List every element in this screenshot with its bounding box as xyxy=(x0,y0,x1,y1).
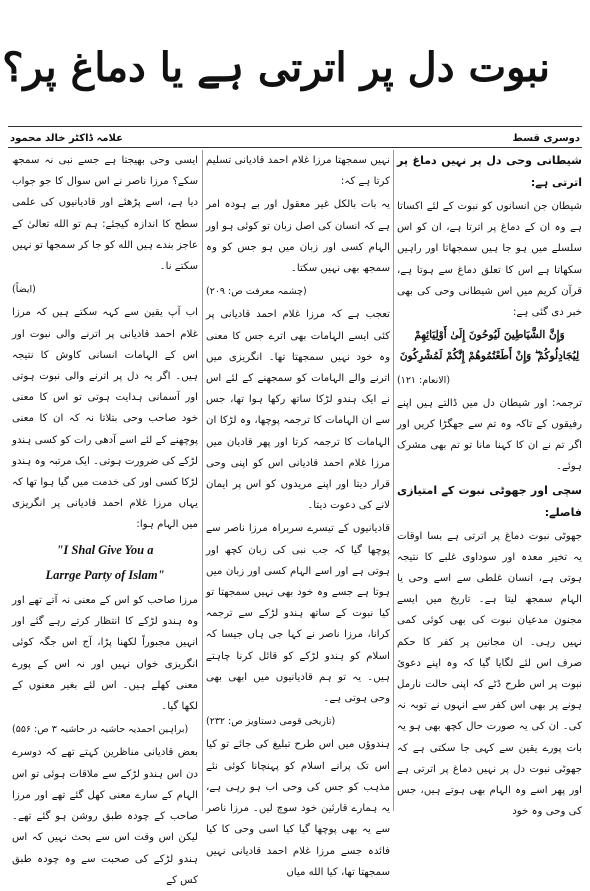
block-quote: یہ بات بالکل غیر معقول اور بے ہودہ امر ہے کہ انسان کی اصل زبان تو کوئی ہو اور الہام کسی اور زبان میں ہو جس کو وہ سمجھ بھی نہیں سکتا۔ xyxy=(206,199,390,275)
top-rule xyxy=(8,126,582,127)
author-byline: علامہ ڈاکٹر خالد محمود xyxy=(10,133,123,144)
paragraph-reference: (تاریخی قومی دستاویز ص: ۲۳۲) xyxy=(206,716,336,728)
quran-verse: وَإِنَّ الشَّيَاطِينَ لَيُوحُونَ إِلَىٰ أَوْلِيَائِهِمْ لِيُجَادِلُوكُمْ ۖ وَإِنْ أَطَعْتُمُوهُمْ إِنَّكُمْ لَمُشْرِكُونَ xyxy=(399,329,580,363)
paragraph: شیطان جن انسانوں کو نبوت کے لئے اکساتا ہے وہ ان کے دماغ پر اترتا ہے، ان کو اس سلسلے میں ہو جا ہیں سمجھاتا اور راہیں سکھاتا ہے اس کا تعلق دماغ سے ہوتا ہے، قرآن کریم میں اس شیطانی وحی کی بھی خبر دی گئی ہے: xyxy=(397,201,582,319)
paragraph-reference: (براہین احمدیہ حاشیہ در حاشیہ ۳ ص: ۵۵۶) xyxy=(12,724,189,736)
paragraph-reference: (ایضاً) xyxy=(12,284,36,296)
column-middle xyxy=(206,150,390,878)
section-heading: شیطانی وحی دل پر نہیں دماغ پر اترتی ہے: xyxy=(397,154,582,189)
column-divider-right xyxy=(393,150,394,811)
paragraph: ایسی وحی بھیجتا ہے جسے نبی نہ سمجھ سکے؟ مرزا ناصر نے اس سوال کا جو جواب دیا ہے، اسے پڑھئے اور قادیانیوں کی علمی سطح کا اندازہ کیجئے: ہم تو الله تعالیٰ کے عاجز بندے ہیں الله کو جا کر سمجھا تو نہیں سکتے نا۔ xyxy=(12,155,198,273)
paragraph: بعض قادیانی مناظرین کہتے تھے کہ دوسرے دن اس ہندو لڑکے سے ملاقات ہوئی تو اس الہام کے سارے معنی کھل گئے تھے اور مرزا صاحب کے چودہ طبق روشن ہو گئے تھے۔ لیکن اس وقت اس سے بحث نہیں کہ اس ہندو لڑکے کی صحبت سے وہ چودہ طبق کس کے xyxy=(12,747,198,886)
quote-reference: (چشمہ معرفت ص: ۲۰۹) xyxy=(206,286,307,298)
paragraph: مرزا صاحب کو اس کے معنی نہ آتے تھے اور وہ ہندو لڑکے کا انتظار کرتے رہے گئے اور انہیں مجبوراً لکھنا پڑا، آج اس جگہ کوئی انگریزی خواں نہیں اور نہ اس کے پورے معنی کھلے ہیں۔ اس لئے بغیر معنوں کے لکھا گیا۔ xyxy=(12,595,198,713)
paragraph: جھوٹی نبوت دماغ پر اترتی ہے بسا اوقات یہ تخیر معدہ اور سوداوی غلبے کا نتیجہ ہوتی ہے، انسان غلطی سے اسے وحی یا الہام سمجھ لیتا ہے۔ تاریخ میں ایسے مجنون مدعیان نبوت کی بھی کوئی کمی نہیں رہی۔ ان مجانین پر کفر کا حکم صرف اس لئے لگایا گیا کہ وہ اپنے دعوئ نبوت پر اس طرح ڈٹے کہ اپنی حالت نارمل ہونے پر بھی اس کفر سے انہوں نے توبہ نہ کی۔ ان کی یہ صورت حال کچھ بھی ہو یہ بات پورے یقین سے کہی جا سکتی ہے کہ جھوٹی نبوت دل پر نہیں دماغ پر اترتی ہے اور پھر اسے وہ الہام بھی ہوتے ہیں، جس کی وحی وہ خود xyxy=(397,530,582,818)
paragraph: اب آپ یقین سے کہہ سکتے ہیں کہ مرزا غلام احمد قادیانی پر اترنے والی نبوت اور اس کے الہامات انسانی کاوش کا نتیجہ ہیں۔ اگر یہ دل پر اترنے والی نبوت ہوتی اور آسمانی ہدایت ہوتی تو اس کا معنی خود صاحب وحی بتلاتا نہ کہ ان کا معنی پوچھنے کے لئے اسے آدھی رات کو کسی ہندو لڑکے کی ضرورت ہوتی۔ ایک مرتبہ وہ ہندو لڑکا کسی اور کی خدمت میں گیا ہوا تھا کہ یہاں مرزا غلام احمد قادیانی پر انگریزی میں الہام ہوا: xyxy=(12,307,198,531)
byline-rule xyxy=(8,147,582,148)
column-left xyxy=(12,150,198,886)
verse-reference: (الانعام: ۱۲۱) xyxy=(397,374,451,386)
column-divider-left xyxy=(202,150,203,811)
paragraph: تعجب ہے کہ مرزا غلام احمد قادیانی پر کئی ایسے الہامات بھی اترے جس کا معنی وہ خود نہیں سمجھتا تھا۔ انگریزی میں اترنے والے الہامات کو سمجھنے کے لئے اس نے ایک ہندو لڑکا ساتھ رکھا ہوا تھا، جس سے ان الہامات کا ترجمہ پوچھا، وہ لڑکا ان الہامات کا ترجمہ کرتا اور پھر قادیان میں مرزا غلام احمد قادیانی اس کو اپنی وحی قرار دیتا اور اپنے مریدوں کو اس پر ایمان لانے کی دعوت دیتا۔ xyxy=(206,309,390,512)
english-quote-line: Larrge Party of Islam" xyxy=(45,567,165,582)
english-quote-line: "I Shal Give You a xyxy=(56,542,154,557)
paragraph: ہندوؤں میں اس طرح تبلیغ کی جائے تو کیا اس تک پرانے اسلام کو پہنچانا کوئی نئے مذہب کو جس کی وحی اب ہو رہی ہے، یہ ہمارے قارئین خود سوچ لیں۔ مرزا ناصر سے یہ بھی پوچھا گیا کیا اسی وحی کا کیا فائدہ جسے مرزا غلام احمد قادیانی نہیں سمجھتا تھا، کیا الله میاں xyxy=(206,739,390,878)
translation-paragraph: ترجمہ: اور شیطان دل میں ڈالتے ہیں اپنے رفیقوں کے تاکہ وہ تم سے جھگڑا کریں اور اگر تم نے ان کا کہنا مانا تو تم بھی مشرک ہوئے۔ xyxy=(397,397,582,473)
paragraph: قادیانیوں کے تیسرے سربراہ مرزا ناصر سے پوچھا گیا کہ جب نبی کی زبان کچھ اور ہوتی ہے اور اسے الہام کسی اور زبان میں ہوتا ہے جسے وہ خود بھی نہیں سمجھتا تو کیا نبوت کے ساتھ ہندو لڑکے سے ترجمہ کرانا، مرزا ناصر نے کہا جی ہاں جیسا کہ اسلام کو ہندو لڑکے کو قائل کرنا چاہتے ہیں۔ یہ تو ہم قادیانیوں میں ابھی بھی وحی ہوتی ہے۔ xyxy=(206,523,390,705)
section-heading: سچی اور جھوٹی نبوت کے امتیازی فاصلے: xyxy=(397,483,582,519)
paragraph: نہیں سمجھتا مرزا غلام احمد قادیانی تسلیم کرتا ہے کہ: xyxy=(206,155,390,188)
headline: نبوت دل پر اترتی ہے یا دماغ پر؟ xyxy=(2,44,550,91)
column-right xyxy=(397,150,582,818)
series-label: دوسری قسط xyxy=(512,133,580,144)
